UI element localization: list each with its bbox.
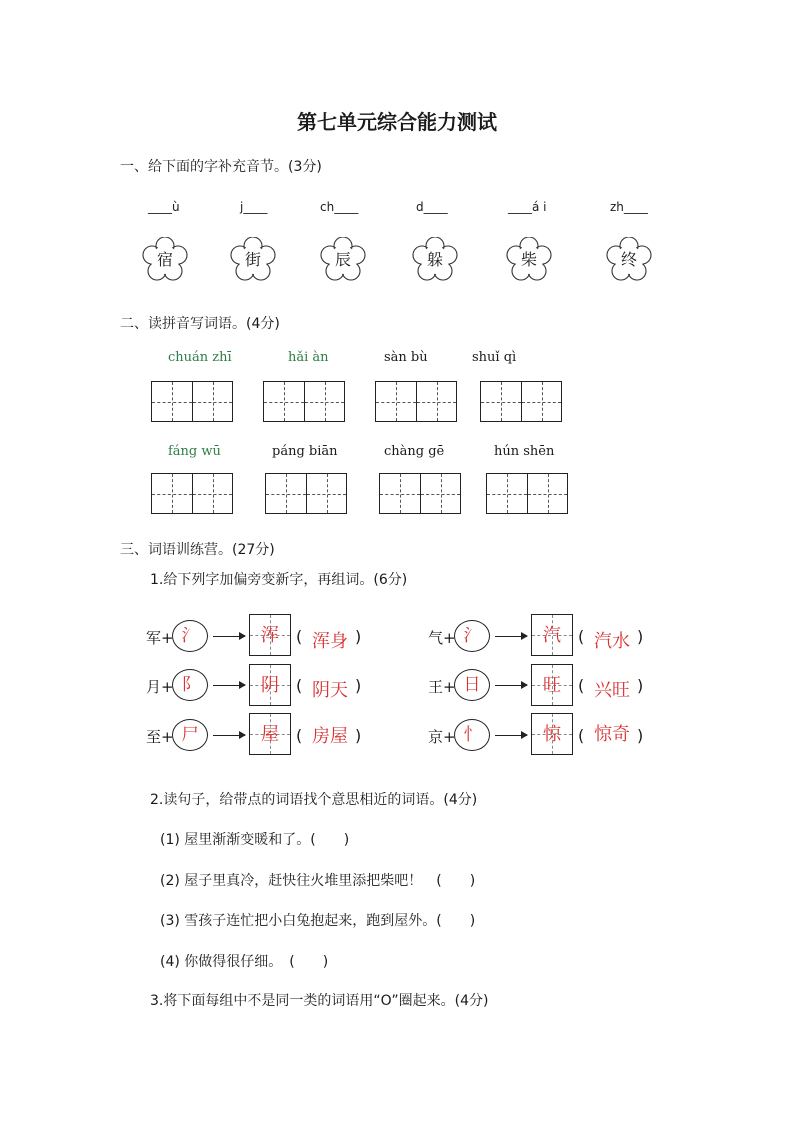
close-paren: ) bbox=[355, 726, 362, 745]
close-paren: ) bbox=[355, 627, 362, 646]
writing-grid[interactable] bbox=[151, 381, 233, 422]
answer-word: 阴天 bbox=[312, 680, 348, 701]
radical-circle[interactable]: 尸 bbox=[172, 719, 208, 751]
flower-char: 辰 bbox=[334, 250, 351, 269]
new-char: 旺 bbox=[543, 675, 561, 696]
syllable-blank-4: d____ bbox=[416, 200, 448, 214]
page-title: 第七单元综合能力测试 bbox=[297, 110, 497, 134]
answer-word: 惊奇 bbox=[594, 724, 630, 745]
writing-grid[interactable] bbox=[263, 381, 345, 422]
flower-char: 柴 bbox=[520, 250, 537, 269]
close-paren: ) bbox=[637, 726, 644, 745]
base-char: 至+ bbox=[146, 728, 174, 746]
pinyin-label: shuǐ qì bbox=[472, 350, 517, 365]
open-paren: ( bbox=[578, 676, 585, 695]
answer-word: 兴旺 bbox=[594, 680, 630, 701]
open-paren: ( bbox=[296, 726, 303, 745]
flower-char: 街 bbox=[244, 250, 261, 269]
new-char-box[interactable] bbox=[531, 664, 573, 706]
writing-grid[interactable] bbox=[151, 473, 233, 514]
radical-circle[interactable]: 阝 bbox=[172, 669, 208, 701]
syllable-blank-1: ____ù bbox=[148, 200, 180, 214]
flower-icon bbox=[506, 237, 552, 283]
radical-circle[interactable]: 日 bbox=[454, 669, 490, 701]
flower-icon bbox=[230, 237, 276, 283]
new-char: 阴 bbox=[261, 675, 279, 696]
sentence-1: (1) 屋里渐渐变暖和了。( ) bbox=[160, 832, 350, 848]
open-paren: ( bbox=[578, 627, 585, 646]
new-char: 屋 bbox=[261, 724, 279, 745]
new-char: 惊 bbox=[543, 724, 561, 745]
open-paren: ( bbox=[578, 726, 585, 745]
new-char-box[interactable] bbox=[249, 713, 291, 755]
question-2-heading: 2.读句子，给带点的词语找个意思相近的词语。(4分) bbox=[150, 792, 478, 808]
arrow-icon bbox=[495, 636, 527, 637]
syllable-blank-3: ch____ bbox=[320, 200, 359, 214]
flower-char: 宿 bbox=[156, 250, 173, 269]
flower-char: 终 bbox=[620, 250, 637, 269]
radical-circle[interactable]: 氵 bbox=[454, 620, 490, 652]
pinyin-label: fáng wū bbox=[168, 444, 221, 459]
pinyin-label: páng biān bbox=[272, 444, 338, 459]
base-char: 军+ bbox=[146, 629, 174, 647]
sentence-2: (2) 屋子里真冷，赶快往火堆里添把柴吧！ ( ) bbox=[160, 873, 476, 889]
new-char-box[interactable] bbox=[531, 713, 573, 755]
flower-char: 躲 bbox=[426, 250, 443, 269]
open-paren: ( bbox=[296, 627, 303, 646]
writing-grid[interactable] bbox=[265, 473, 347, 514]
sentence-4: (4) 你做得很仔细。 ( ) bbox=[160, 954, 329, 970]
radical-circle[interactable]: 忄 bbox=[454, 719, 490, 751]
question-3-heading: 3.将下面每组中不是同一类的词语用“O”圈起来。(4分) bbox=[150, 993, 489, 1009]
answer-word: 浑身 bbox=[312, 631, 348, 652]
pinyin-label: chuán zhī bbox=[168, 350, 232, 365]
writing-grid[interactable] bbox=[379, 473, 461, 514]
base-char: 京+ bbox=[428, 728, 456, 746]
close-paren: ) bbox=[637, 676, 644, 695]
sentence-3: (3) 雪孩子连忙把小白兔抱起来，跑到屋外。( ) bbox=[160, 913, 476, 929]
arrow-icon bbox=[495, 735, 527, 736]
answer-word: 房屋 bbox=[312, 726, 348, 747]
section-2-heading: 二、读拼音写词语。(4分) bbox=[120, 316, 280, 332]
new-char: 汽 bbox=[543, 625, 561, 646]
radical-circle[interactable]: 氵 bbox=[172, 620, 208, 652]
pinyin-label: hǎi àn bbox=[288, 350, 329, 365]
pinyin-label: sàn bù bbox=[384, 350, 428, 365]
base-char: 气+ bbox=[428, 629, 456, 647]
flower-icon bbox=[142, 237, 188, 283]
base-char: 月+ bbox=[146, 678, 174, 696]
pinyin-label: hún shēn bbox=[494, 444, 555, 459]
flower-icon bbox=[412, 237, 458, 283]
writing-grid[interactable] bbox=[480, 381, 562, 422]
close-paren: ) bbox=[355, 676, 362, 695]
writing-grid[interactable] bbox=[375, 381, 457, 422]
section-3-heading: 三、词语训练营。(27分) bbox=[120, 542, 275, 558]
arrow-icon bbox=[213, 735, 245, 736]
close-paren: ) bbox=[637, 627, 644, 646]
section-1-heading: 一、给下面的字补充音节。(3分) bbox=[120, 159, 322, 175]
flower-icon bbox=[320, 237, 366, 283]
arrow-icon bbox=[495, 685, 527, 686]
pinyin-label: chàng gē bbox=[384, 444, 445, 459]
writing-grid[interactable] bbox=[486, 473, 568, 514]
new-char-box[interactable] bbox=[249, 614, 291, 656]
new-char-box[interactable] bbox=[249, 664, 291, 706]
open-paren: ( bbox=[296, 676, 303, 695]
base-char: 王+ bbox=[428, 678, 456, 696]
new-char-box[interactable] bbox=[531, 614, 573, 656]
syllable-blank-5: ____á i bbox=[508, 200, 547, 214]
answer-word: 汽水 bbox=[594, 631, 630, 652]
flower-icon bbox=[606, 237, 652, 283]
question-1-heading: 1.给下列字加偏旁变新字，再组词。(6分) bbox=[150, 572, 408, 588]
syllable-blank-2: j____ bbox=[240, 200, 268, 214]
arrow-icon bbox=[213, 685, 245, 686]
new-char: 浑 bbox=[261, 625, 279, 646]
syllable-blank-6: zh____ bbox=[610, 200, 648, 214]
arrow-icon bbox=[213, 636, 245, 637]
